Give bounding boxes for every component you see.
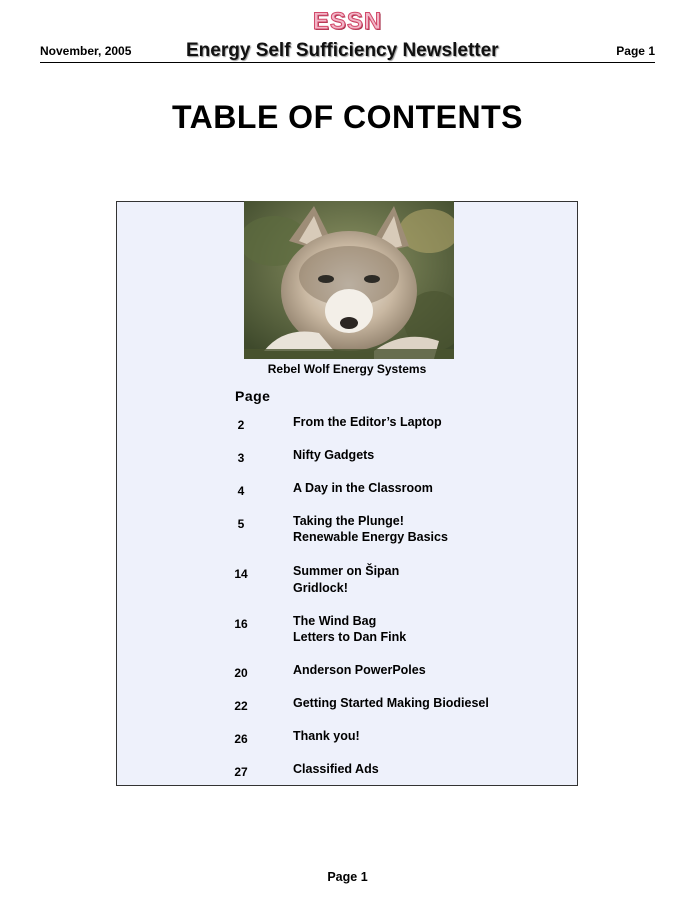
toc-entry-title: Classified Ads — [293, 762, 379, 776]
essn-logo: ESSN — [312, 8, 383, 35]
toc-entry-title: Nifty Gadgets — [293, 448, 375, 462]
issue-date: November, 2005 — [40, 44, 132, 58]
toc-entry-title: Anderson PowerPoles — [293, 663, 426, 677]
toc-page-number: 5 — [237, 517, 245, 531]
page-column-heading: Page — [235, 388, 271, 404]
toc-page-number: 20 — [234, 666, 248, 680]
toc-entry-title: A Day in the Classroom — [293, 481, 433, 495]
page-footer: Page 1 — [327, 870, 368, 884]
toc-entry-title: Thank you! — [293, 729, 360, 743]
toc-page-number: 26 — [234, 732, 248, 746]
toc-page-number: 16 — [234, 617, 248, 631]
toc-entry-title: Getting Started Making Biodiesel — [293, 696, 489, 710]
toc-entry-subtitle: Gridlock! — [293, 581, 348, 595]
photo-caption: Rebel Wolf Energy Systems — [267, 362, 427, 376]
toc-entry-subtitle: Letters to Dan Fink — [293, 630, 407, 644]
toc-page-number: 3 — [237, 451, 245, 465]
toc-entry-title: Summer on Šipan — [293, 564, 400, 578]
toc-entry-subtitle: Renewable Energy Basics — [293, 530, 448, 544]
toc-entry-title: The Wind Bag — [293, 614, 377, 628]
toc-page-number: 27 — [234, 765, 248, 779]
toc-entry-title: From the Editor’s Laptop — [293, 415, 442, 429]
toc-entry-title: Taking the Plunge! — [293, 514, 404, 528]
wolf-pup-illustration — [244, 201, 454, 359]
page-header — [40, 40, 655, 63]
toc-page-number: 4 — [237, 484, 245, 498]
header-page-number: Page 1 — [616, 44, 655, 58]
toc-page-number: 2 — [237, 418, 245, 432]
toc-page-number: 22 — [234, 699, 248, 713]
page-title: TABLE OF CONTENTS — [172, 99, 523, 135]
toc-page-number: 14 — [234, 567, 248, 581]
toc-box — [116, 201, 578, 786]
newsletter-title: Energy Self Sufficiency Newsletter — [186, 40, 499, 61]
wolf-pup-photo — [244, 201, 454, 359]
